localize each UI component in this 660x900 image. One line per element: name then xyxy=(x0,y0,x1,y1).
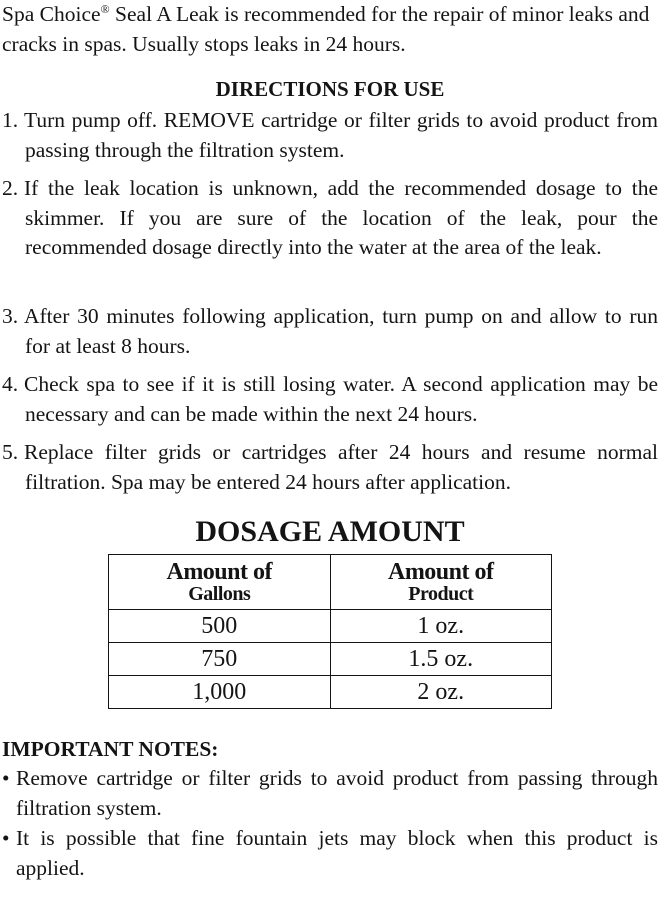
step-text: If the leak location is unknown, add the recommended dosage to the skimmer. If you are sure of the location of the leak, pour the recommended dosage directly into the water at the area of the leak. xyxy=(24,176,658,259)
table-row xyxy=(109,676,552,709)
note-text: It is possible that fine fountain jets may block when this product is applied. xyxy=(16,826,658,880)
direction-step-4 xyxy=(2,370,658,429)
column-header-gallons: Amount of Gallons xyxy=(109,555,331,610)
gallons-cell: 500 xyxy=(109,610,331,643)
directions-heading: DIRECTIONS FOR USE xyxy=(215,77,445,101)
table-header-row xyxy=(109,555,552,610)
gallons-cell: 1,000 xyxy=(109,676,331,709)
note-text: Remove cartridge or filter grids to avoid product from passing through filtration system. xyxy=(16,766,658,820)
dosage-heading: DOSAGE AMOUNT xyxy=(195,515,465,548)
product-cell: 1 oz. xyxy=(330,610,552,643)
product-cell: 1.5 oz. xyxy=(330,643,552,676)
product-cell: 2 oz. xyxy=(330,676,552,709)
bullet-icon: • xyxy=(2,766,10,790)
intro-paragraph xyxy=(2,0,658,59)
step-number: 3. xyxy=(2,304,19,328)
step-text: After 30 minutes following application, turn pump on and allow to run for at least 8 hours. xyxy=(24,304,658,358)
intro-text: Seal A Leak is recommended for the repair of minor leaks and cracks in spas. Usually stops leaks in 24 hours. xyxy=(2,2,650,56)
direction-step-1 xyxy=(2,106,658,165)
gallons-cell: 750 xyxy=(109,643,331,676)
registered-mark: ® xyxy=(100,1,110,16)
step-text: Turn pump off. REMOVE cartridge or filter grids to avoid product from passing through the filtration system. xyxy=(24,108,658,162)
step-number: 1. xyxy=(2,108,19,132)
direction-step-5 xyxy=(2,438,658,497)
brand-name: Spa Choice xyxy=(2,2,101,26)
step-text: Replace filter grids or cartridges after 24 hours and resume normal filtration. Spa may be entered 24 hours after application. xyxy=(24,440,658,494)
table-row xyxy=(109,610,552,643)
direction-step-2 xyxy=(2,174,658,263)
dosage-table xyxy=(108,554,552,709)
direction-step-3 xyxy=(2,302,658,361)
step-text: Check spa to see if it is still losing water. A second application may be necessary and can be made within the next 24 hours. xyxy=(24,372,658,426)
note-item-2 xyxy=(2,823,658,883)
bullet-icon: • xyxy=(2,826,10,850)
step-number: 4. xyxy=(2,372,19,396)
step-number: 2. xyxy=(2,176,19,200)
table-row xyxy=(109,643,552,676)
step-number: 5. xyxy=(2,440,19,464)
note-item-1 xyxy=(2,763,658,823)
column-header-product: Amount of Product xyxy=(330,555,552,610)
important-notes-heading: IMPORTANT NOTES: xyxy=(2,737,219,761)
